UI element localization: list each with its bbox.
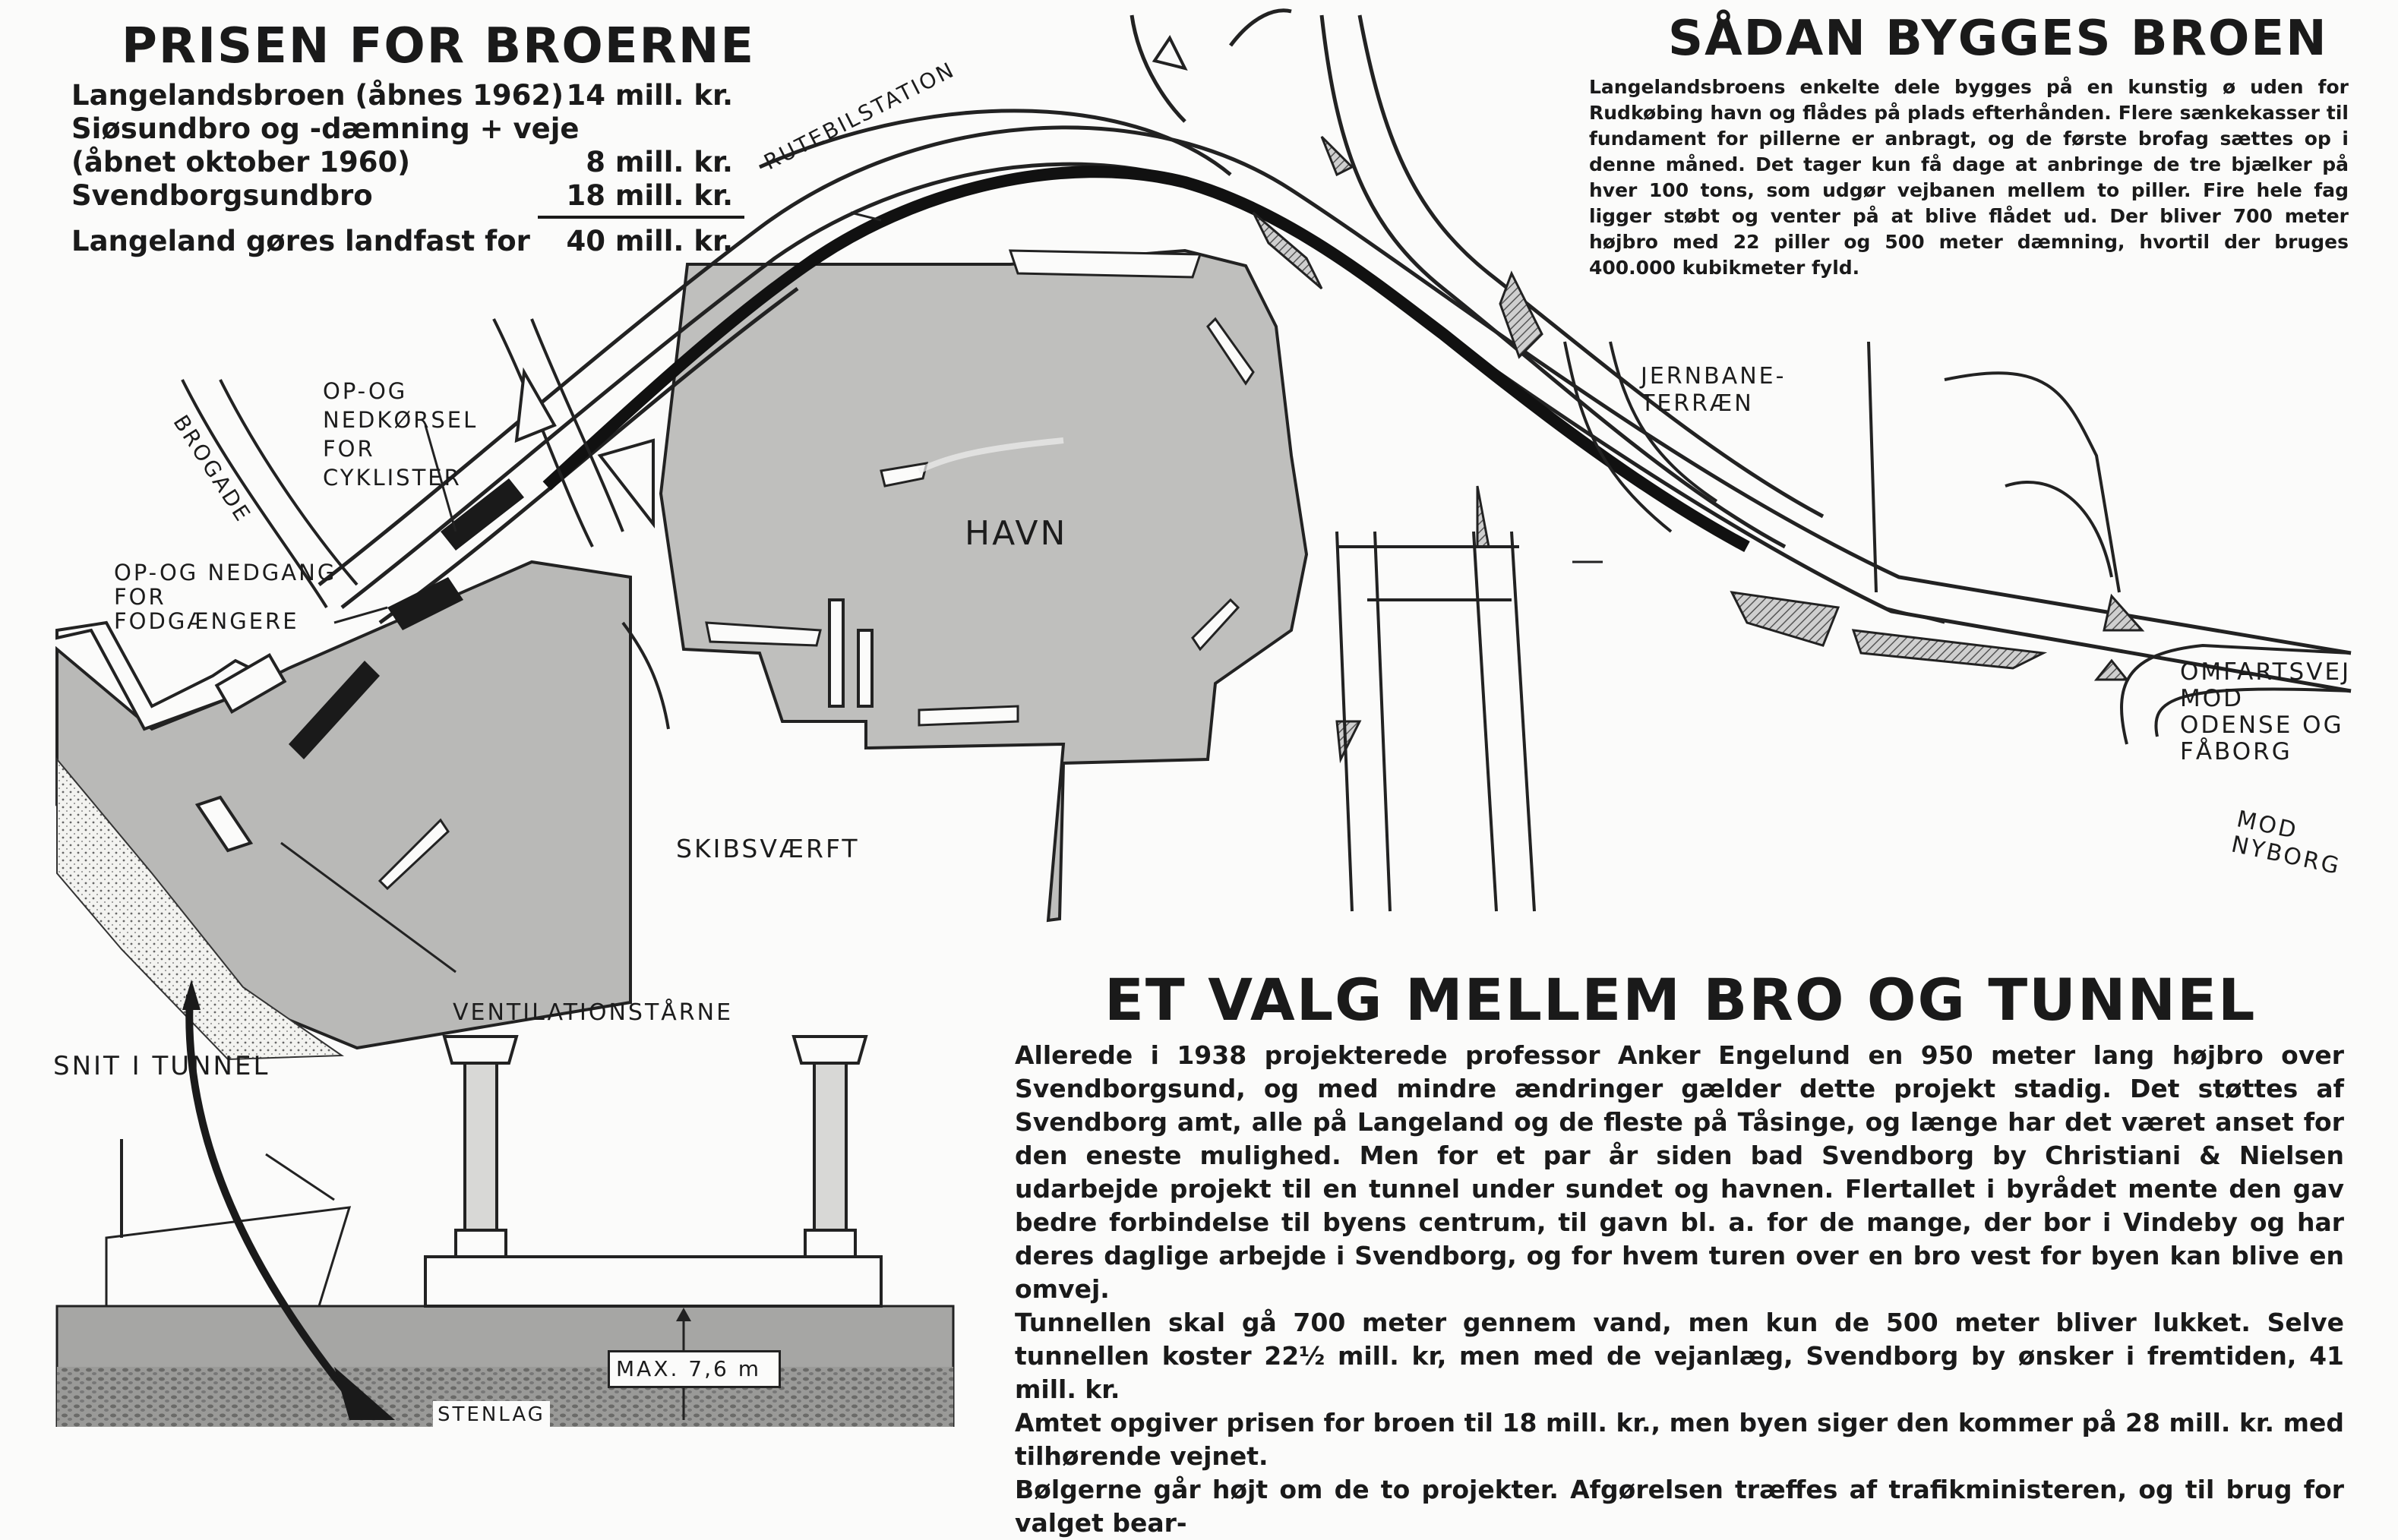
label-bypass: OMFARTSVEJ MOD ODENSE OG FÅBORG	[2180, 658, 2352, 765]
label-stone: STENLAG	[433, 1401, 550, 1428]
price-value-3: 8 mill. kr.	[586, 146, 733, 178]
sound-water	[57, 562, 630, 1048]
price-value-5: 40 mill. kr.	[566, 225, 733, 257]
sum-rule	[538, 216, 744, 219]
label-towers: VENTILATIONSTÅRNE	[453, 999, 734, 1026]
choice-paragraph-1: Allerede i 1938 projekterede professor Anker Engelund en 950 meter lang højbro over Svendborgsund, og med mindre ændringer gælder dette projekt stadig. Det støttes af Svendborg amt, alle på Langeland og de fleste på Tåsinge, og længe har det været anset for den eneste mulighed. Men for et par år siden bad Svendborg by Christiani & Nielsen udarbejde projekt til en tunnel under sundet og havnen. Flertallet i byrådet mente den gav bedre forbindelse til byens centrum, til gavn bl. a. for de mange, der bor i Vindeby og har deres daglige arbejde i Svendborg, og for hvem turen over en bro vest for byen kan blive en omvej.	[1015, 1040, 2344, 1304]
label-pedestrians: OP-OG NEDGANG FOR FODGÆNGERE	[114, 560, 337, 634]
build-title: SÅDAN BYGGES BROEN	[1668, 11, 2328, 67]
harbor-water	[661, 251, 1306, 920]
label-rutebilstation: RUTEBILSTATION	[760, 56, 959, 175]
choice-paragraph-4: Bølgerne går højt om de to projekter. Afgørelsen træffes af trafikministeren, og til brug for valget bear-	[1015, 1475, 2344, 1538]
price-label-1: Langelandsbroen (åbnes 1962)	[71, 79, 564, 112]
label-harbor: HAVN	[965, 514, 1068, 553]
choice-text	[1015, 1039, 2344, 1540]
price-label-5: Langeland gøres landfast for	[71, 225, 530, 257]
price-label-2: Siøsundbro og -dæmning + veje	[71, 112, 580, 145]
label-section: SNIT I TUNNEL	[53, 1051, 270, 1081]
label-railway: JERNBANE- TERRÆN	[1641, 363, 1787, 417]
label-depth: MAX. 7,6 m	[608, 1350, 781, 1388]
label-shipyard: SKIBSVÆRFT	[676, 834, 860, 863]
choice-title: ET VALG MELLEM BRO OG TUNNEL	[1104, 966, 2257, 1034]
label-cyclists: OP-OG NEDKØRSEL FOR CYKLISTER	[323, 378, 479, 491]
price-value-4: 18 mill. kr.	[566, 179, 733, 212]
label-brogade: BROGADE	[168, 410, 257, 528]
label-nyborg: MOD NYBORG	[2229, 806, 2344, 881]
price-label-3: (åbnet oktober 1960)	[71, 146, 411, 178]
build-text: Langelandsbroens enkelte dele bygges på en kunstig ø uden for Rudkøbing havn og flådes på plads efterhånden. Flere sænkekasser til fundament for pillerne er anbragt, og de første brofag sættes op i denne måned. Det tager kun få dage at anbringe de tre bjælker på hver 100 tons, som udgør vejbanen mellem to piller. Fire hele fag ligger støbt og venter på at blive flådet ud. Der bliver 700 meter højbro med 22 piller og 500 meter dæmning, hvortil der bruges 400.000 kubikmeter fyld.	[1589, 76, 2349, 279]
price-label-4: Svendborgsundbro	[71, 179, 373, 212]
price-value-1: 14 mill. kr.	[566, 79, 733, 112]
tunnel-section	[57, 980, 953, 1427]
choice-paragraph-2: Tunnellen skal gå 700 meter gennem vand, men kun de 500 meter bliver lukket. Selve tunnellen koster 22½ mill. kr, men med de vejanlæg, Svendborg by ønsker i fremtiden, 41 mill. kr.	[1015, 1308, 2344, 1404]
choice-paragraph-3: Amtet opgiver prisen for broen til 18 mill. kr., men byen siger den kommer på 28 mill. kr. med tilhørende vejnet.	[1015, 1408, 2344, 1471]
price-title: PRISEN FOR BROERNE	[122, 18, 756, 74]
